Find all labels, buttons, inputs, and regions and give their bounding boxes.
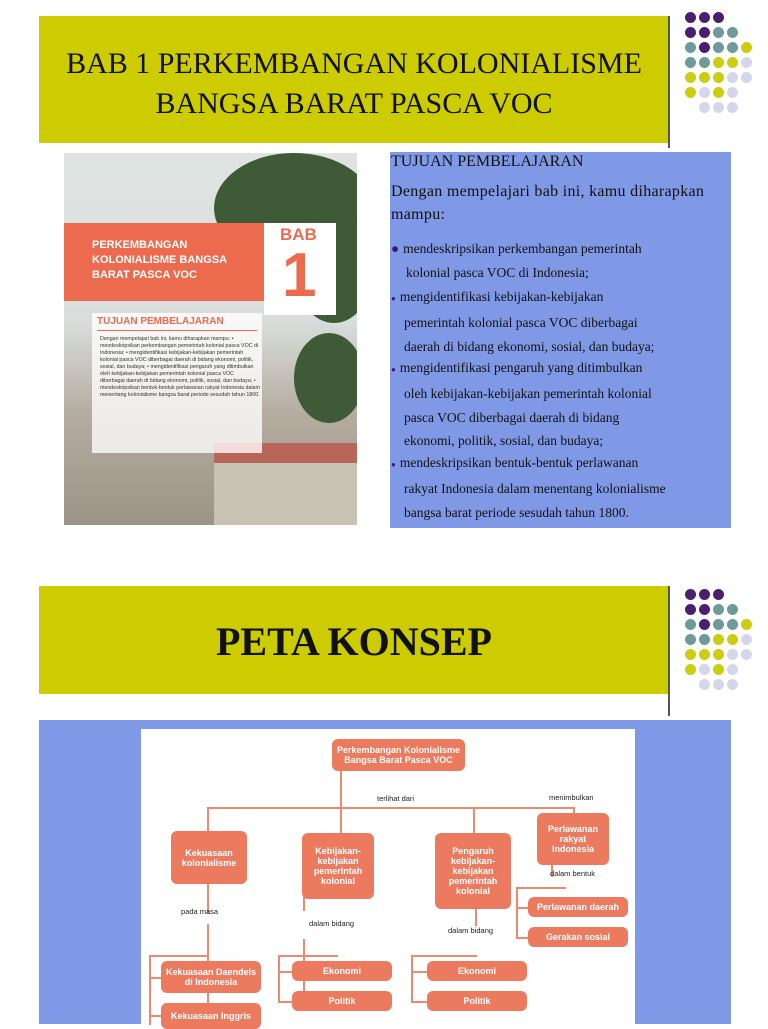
label-dalam-bidang-2: dalam bidang [448,926,494,935]
slide-title-line2: BANGSA BARAT PASCA VOC [155,87,553,120]
tujuan-item-1: ● mendeskripsikan perkembangan pemerintah kolonial pasca VOC di Indonesia; [391,241,642,280]
tujuan-item-3: ● mengidentifikasi pengaruh yang ditimbulkan oleh kebijakan-kebijakan pemerintah kolonial pasca VOC diberbagai daerah di bidang ekonomi, politik, sosial, dan budaya; [391,360,652,449]
leaf-kekuasaan-inggris: Kekuasaan Inggris [161,1003,261,1029]
node-kekuasaan: Kekuasaan kolonialisme [171,831,247,884]
root-node: Perkembangan Kolonialisme Bangsa Barat Pasca VOC [332,739,465,771]
slide-title-line1: BAB 1 PERKEMBANGAN KOLONIALISME [66,47,642,80]
book-cover-image [64,153,357,525]
node-kebijakan: Kebijakan-kebijakan pemerintah kolonial [302,833,374,899]
leaf-politik-pengaruh: Politik [427,991,527,1011]
label-dalam-bentuk: dalam bentuk [550,869,596,878]
label-pada-masa: pada masa [181,907,219,916]
leaf-kekuasaan-daendels: Kekuasaan Daendels di Indonesia [161,961,261,993]
concept-map [141,729,635,1024]
cover-tujuan-text: Dengan mempelajari bab ini, kamu diharapkan mampu: • mendeskripsikan perkembangan pemerintah kolonial pasca VOC di Indonesia; • mengidentifikasi kebijakan-kebijakan pemerintah kolonial pasca VOC diberbagai daerah di bidang ekonomi, politik, sosial, dan budaya; • mengidentifikasi pengaruh yang ditimbulkan oleh kebijakan-kebijakan pemerintah kolonial pasca VOC diberbagai daerah di bidang ekonomi, politik, sosial, dan budaya; • mendeskripsikan bentuk-bentuk perlawanan rakyat Indonesia dalam menentang kolonialisme bangsa barat periode sesudah tahun 1800. [100,336,260,398]
peta-title: PETA KONSEP [216,619,492,664]
cover-title: PERKEMBANGAN KOLONIALISME BANGSA BARAT PASCA VOC [92,239,227,281]
tujuan-item-2: ● mengidentifikasi kebijakan-kebijakan pemerintah kolonial pasca VOC diberbagai daerah di bidang ekonomi, sosial, dan budaya; [391,289,655,354]
tujuan-item-4: ● mendeskripsikan bentuk-bentuk perlawanan rakyat Indonesia dalam menentang kolonialisme bangsa barat periode sesudah tahun 1800. [391,455,666,520]
label-menimbulkan: menimbulkan [549,793,594,802]
leaf-politik-kebijakan: Politik [292,991,392,1011]
label-dalam-bidang-1: dalam bidang [309,919,355,928]
leaf-gerakan-sosial: Gerakan sosial [528,927,628,947]
bullet-icon: ● [391,460,396,469]
cover-bab-label: BAB [280,225,317,244]
node-pengaruh: Pengaruh kebijakan-kebijakan pemerintah kolonial [435,833,511,909]
node-perlawanan: Perlawanan rakyat Indonesia [537,813,609,865]
leaf-ekonomi-kebijakan: Ekonomi [292,961,392,981]
slide-title [39,44,669,124]
leaf-ekonomi-pengaruh: Ekonomi [427,961,527,981]
bullet-icon: ● [391,294,396,303]
tujuan-intro: Dengan mempelajari bab ini, kamu diharapkan mampu: [391,183,705,223]
cover-tujuan-heading: TUJUAN PEMBELAJARAN [97,316,224,327]
tujuan-heading: TUJUAN PEMBELAJARAN [391,153,584,170]
leaf-perlawanan-daerah: Perlawanan daerah [528,897,628,917]
bullet-icon: ● [391,365,396,374]
bullet-icon: ● [391,241,400,256]
cover-bab-number: 1 [282,241,317,310]
label-terlihat-dari: terlihat dari [377,794,415,803]
